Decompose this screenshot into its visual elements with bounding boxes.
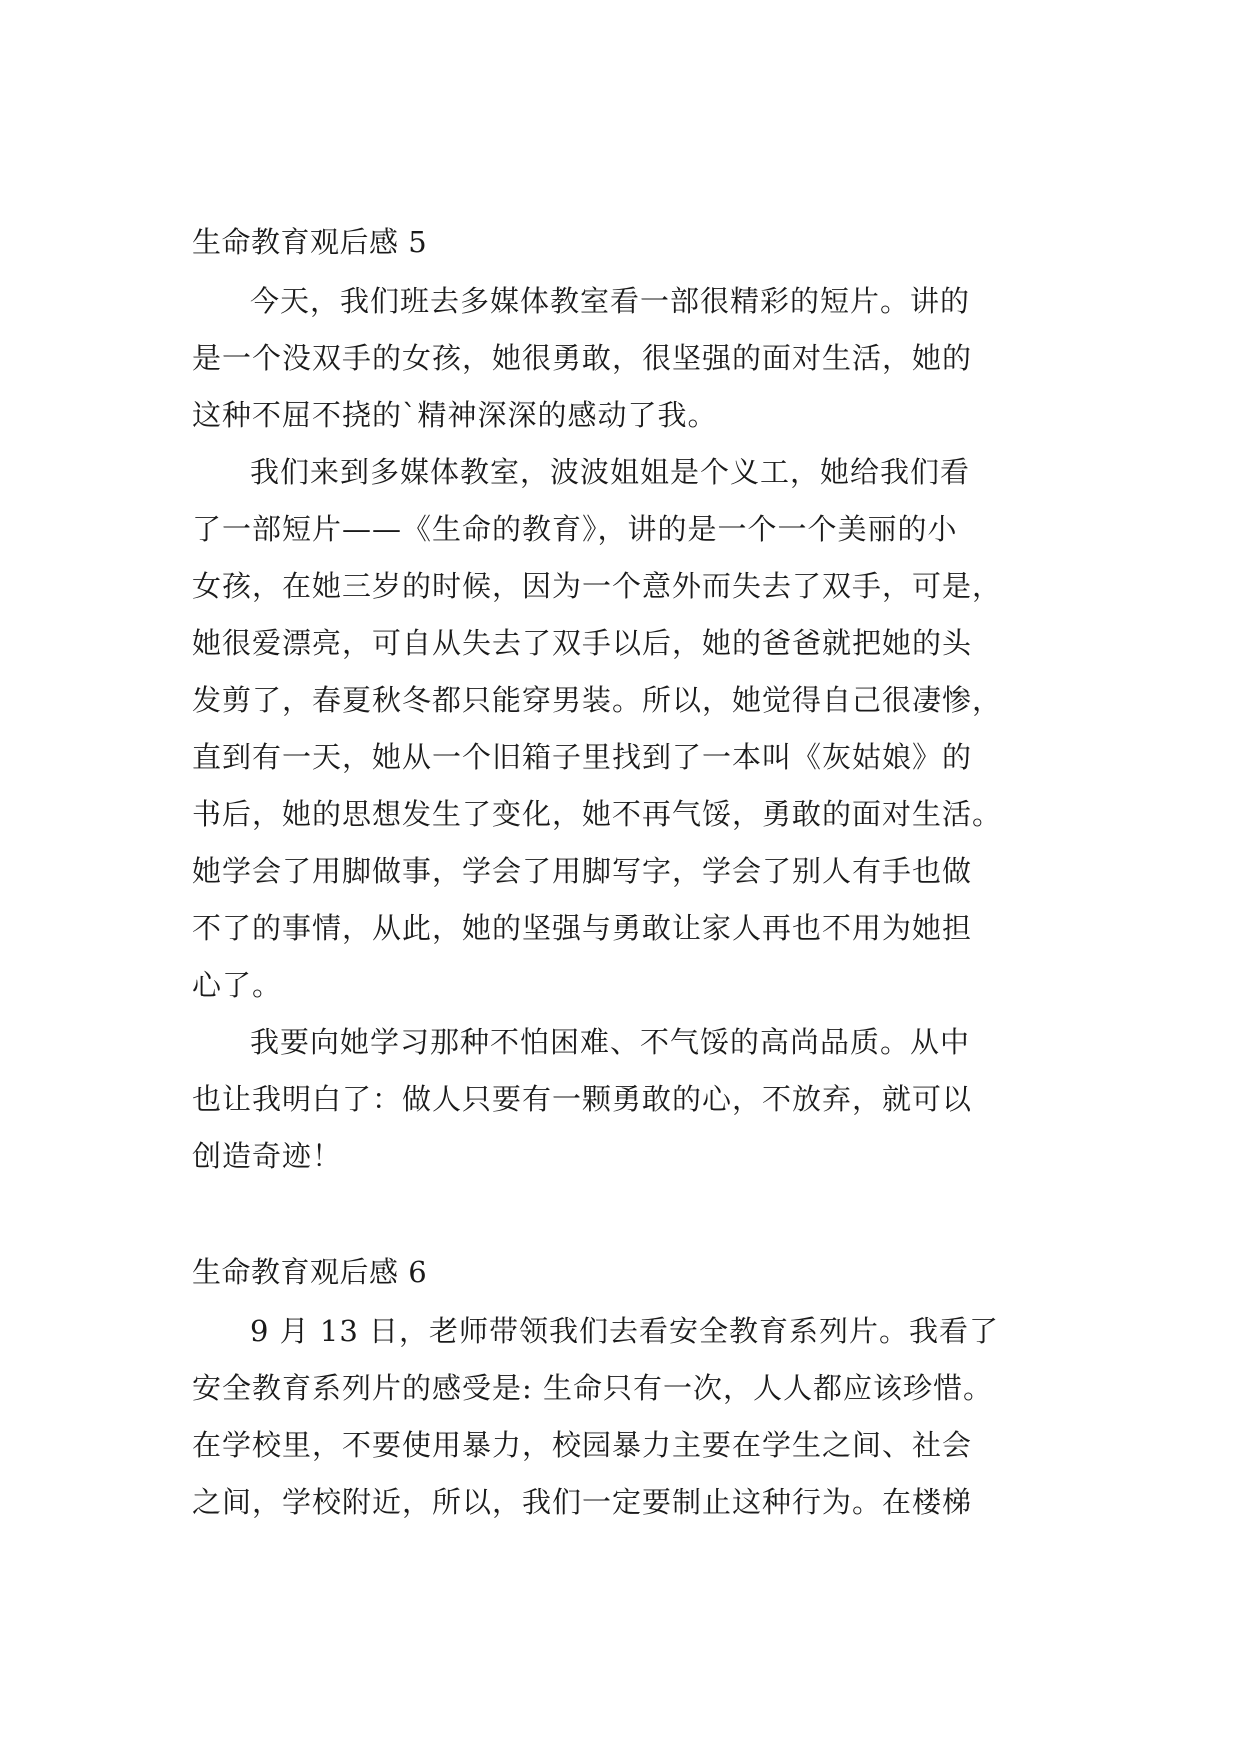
paragraph-line: 发剪了，春夏秋冬都只能穿男装。所以，她觉得自己很凄惨， xyxy=(192,683,1003,717)
paragraph-line: 不了的事情，从此，她的坚强与勇敢让家人再也不用为她担 xyxy=(192,911,973,945)
paragraph-line: 9 月 13 日，老师带领我们去看安全教育系列片。我看了 xyxy=(250,1314,1000,1348)
paragraph-line: 她很爱漂亮，可自从失去了双手以后，她的爸爸就把她的头 xyxy=(192,626,973,660)
paragraph-line: 也让我明白了：做人只要有一颗勇敢的心，不放弃，就可以 xyxy=(192,1082,973,1116)
paragraph-line: 是一个没双手的女孩，她很勇敢，很坚强的面对生活，她的 xyxy=(192,341,973,375)
section-title: 生命教育观后感 6 xyxy=(192,1255,428,1289)
paragraph-line: 女孩，在她三岁的时候，因为一个意外而失去了双手，可是， xyxy=(192,569,1003,603)
paragraph-line: 在学校里，不要使用暴力，校园暴力主要在学生之间、社会 xyxy=(192,1428,973,1462)
paragraph-line: 今天，我们班去多媒体教室看一部很精彩的短片。讲的 xyxy=(250,284,971,318)
paragraph-line: 直到有一天，她从一个旧箱子里找到了一本叫《灰姑娘》的 xyxy=(192,740,973,774)
paragraph-line: 安全教育系列片的感受是: 生命只有一次，人人都应该珍惜。 xyxy=(192,1371,993,1405)
paragraph-line: 我要向她学习那种不怕困难、不气馁的高尚品质。从中 xyxy=(250,1025,971,1059)
paragraph-line: 她学会了用脚做事，学会了用脚写字，学会了别人有手也做 xyxy=(192,854,973,888)
paragraph-line: 之间，学校附近，所以，我们一定要制止这种行为。在楼梯 xyxy=(192,1485,973,1519)
paragraph-line: 创造奇迹！ xyxy=(192,1139,343,1173)
paragraph-line: 心了。 xyxy=(192,968,283,1002)
paragraph-line: 了一部短片——《生命的教育》，讲的是一个一个美丽的小 xyxy=(192,512,958,546)
paragraph-line: 这种不屈不挠的`精神深深的感动了我。 xyxy=(192,398,718,432)
section-title: 生命教育观后感 5 xyxy=(192,225,428,259)
paragraph-line: 我们来到多媒体教室，波波姐姐是个义工，她给我们看 xyxy=(250,455,971,489)
paragraph-line: 书后，她的思想发生了变化，她不再气馁，勇敢的面对生活。 xyxy=(192,797,1003,831)
